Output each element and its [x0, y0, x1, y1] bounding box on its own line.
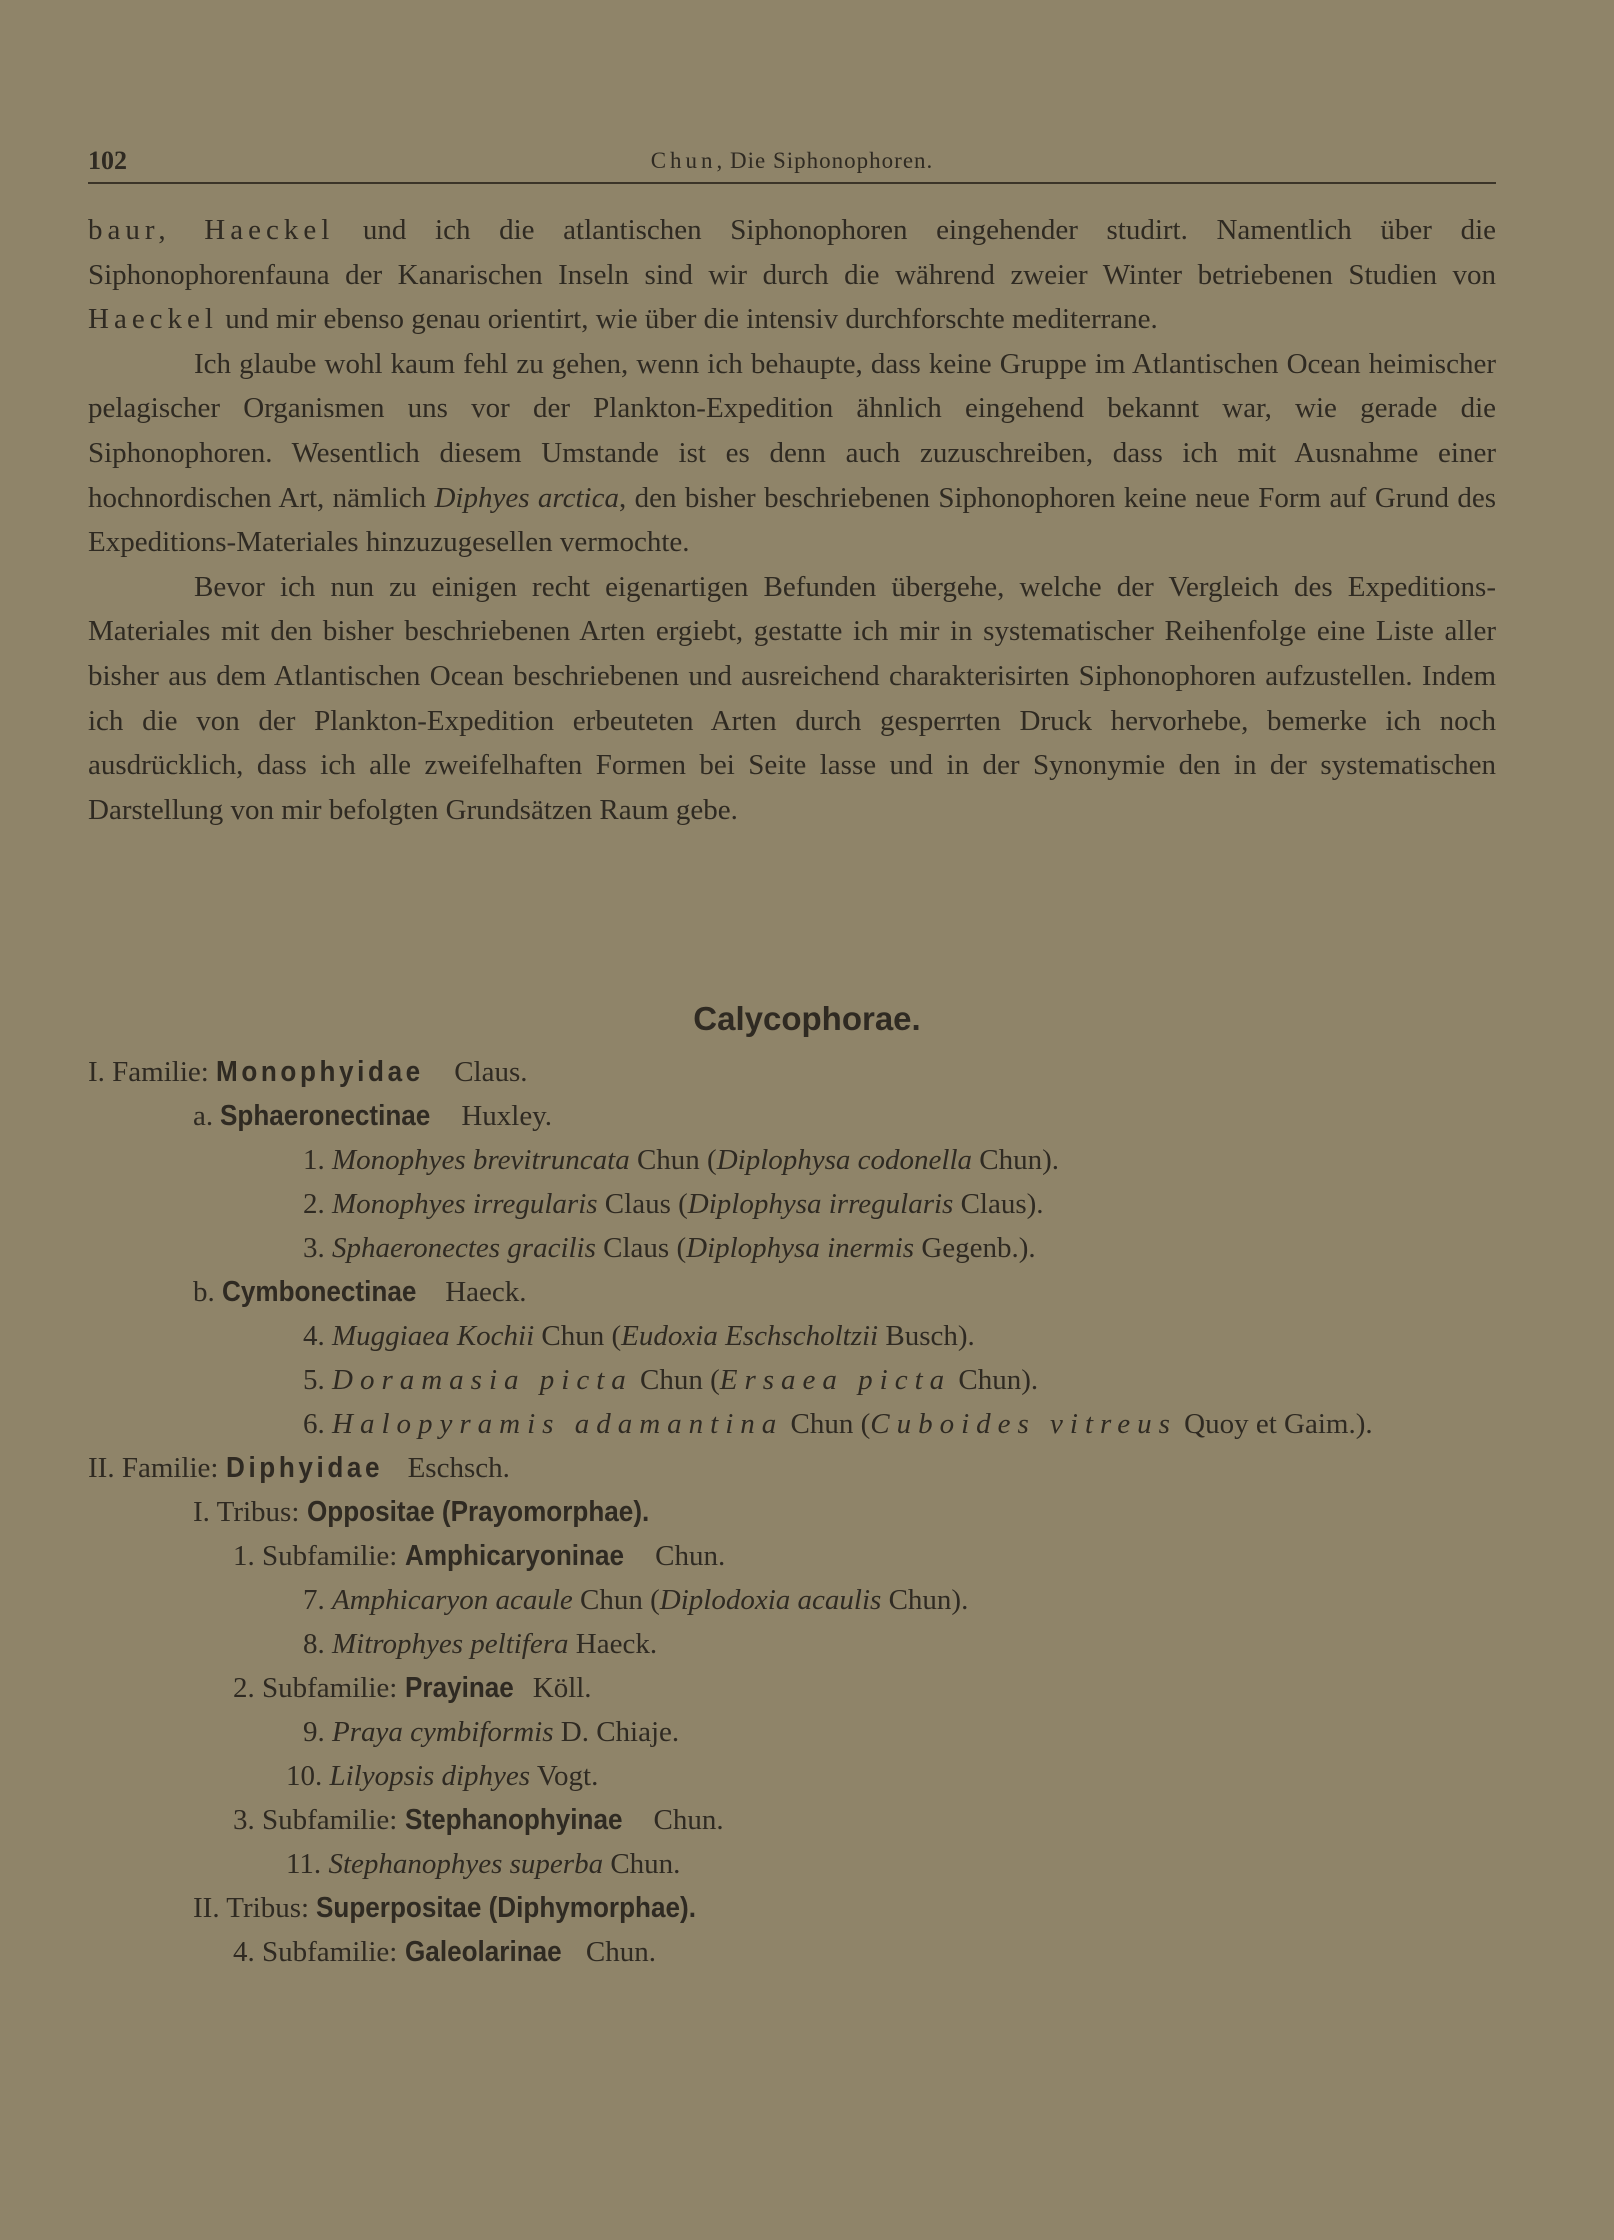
- text-run: 1.: [303, 1144, 332, 1176]
- text-run: Quoy et Gaim.).: [1176, 1408, 1373, 1440]
- text-run: 11.: [286, 1848, 329, 1880]
- page-number: 102: [88, 146, 127, 175]
- text-run: 3.: [303, 1232, 332, 1264]
- text-run: Chun.: [603, 1848, 681, 1880]
- text-run: Claus (: [595, 1232, 687, 1264]
- text-run: Claus.: [446, 1056, 528, 1088]
- paragraph: [88, 342, 1496, 565]
- list-item: [303, 1140, 1059, 1180]
- body-text: [88, 208, 1496, 832]
- text-run: Chun).: [951, 1364, 1039, 1396]
- text-run: Claus (: [597, 1188, 688, 1220]
- text-run: II. Familie:: [88, 1452, 226, 1484]
- list-item: [193, 1272, 527, 1312]
- list-item: [303, 1624, 657, 1664]
- text-run: b.: [193, 1276, 222, 1308]
- species-name: Lilyopsis diphyes: [329, 1760, 531, 1792]
- species-name: Halopyramis adamantina: [332, 1408, 784, 1440]
- taxon-name-bold: Sphaeronectinae: [220, 1100, 431, 1132]
- list-item: [193, 1492, 687, 1532]
- list-item: [303, 1360, 1038, 1400]
- text-run: und ich die atlantischen Siphonophoren eingehender studirt. Namentlich über die Siphonophorenfauna der Kanarischen Inseln sind wir durch die während zweier Winter betriebenen Studien von: [88, 214, 1496, 291]
- running-title: [88, 148, 1496, 174]
- species-name: Diphyes arctica: [434, 481, 619, 514]
- spaced-text: Haeckel: [88, 303, 218, 336]
- text-run: Chun (: [572, 1584, 660, 1616]
- text-run: Chun).: [881, 1584, 969, 1616]
- species-name: Amphicaryon acaule: [332, 1584, 573, 1616]
- text-run: Chun.: [647, 1540, 726, 1572]
- list-item: [303, 1228, 1036, 1268]
- text-run: Huxley.: [454, 1100, 553, 1132]
- list-item: [88, 1052, 528, 1092]
- list-item: [303, 1404, 1373, 1444]
- text-run: 2.: [303, 1188, 332, 1220]
- text-run: 4. Subfamilie:: [233, 1936, 405, 1968]
- text-run: und mir ebenso genau orientirt, wie über die intensiv durchforschte mediterrane.: [218, 303, 1158, 336]
- text-run: 1. Subfamilie:: [233, 1540, 405, 1572]
- text-run: Haeck.: [568, 1628, 658, 1660]
- text-run: Haeck.: [437, 1276, 527, 1308]
- text-run: Busch).: [878, 1320, 975, 1352]
- species-name: Doramasia picta: [332, 1364, 633, 1396]
- text-run: Chun.: [578, 1936, 657, 1968]
- list-item: [233, 1668, 592, 1708]
- species-name: Cuboides vitreus: [870, 1408, 1177, 1440]
- species-name: Diplodoxia acaulis: [659, 1584, 882, 1616]
- text-run: Köll.: [525, 1672, 592, 1704]
- text-run: Chun (: [783, 1408, 871, 1440]
- taxon-name-bold: Prayinae: [404, 1672, 514, 1704]
- text-run: Ich glaube wohl kaum fehl zu gehen, wenn ich behaupte, dass keine Gruppe im Atlantischen Ocean heimischer pelagischer Organismen uns vor der Plankton-Expedition ähnlich eingehend bekannt war, wie gerade die Siphonophoren. Wesentlich diesem Umstande ist es denn auch zuzuschreiben, dass ich mit Ausnahme einer hochnordischen Art, nämlich: [88, 347, 1496, 514]
- species-name: Monophyes irregularis: [332, 1188, 598, 1220]
- paragraph: [88, 565, 1496, 833]
- text-run: 10.: [286, 1760, 330, 1792]
- text-run: 3. Subfamilie:: [233, 1804, 405, 1836]
- list-item: [303, 1712, 679, 1752]
- list-item: [303, 1580, 968, 1620]
- list-item: [88, 1448, 510, 1488]
- species-name: Mitrophyes peltifera: [332, 1628, 569, 1660]
- species-name: Monophyes brevitruncata: [332, 1144, 630, 1176]
- text-run: Gegenb.).: [914, 1232, 1036, 1264]
- text-run: , den bisher beschriebenen Siphonophoren keine neue Form auf Grund des Expeditions-Materiales hinzuzugesellen vermochte.: [88, 481, 1496, 559]
- text-run: Eschsch.: [400, 1452, 510, 1484]
- text-run: Chun.: [646, 1804, 724, 1836]
- list-item: [233, 1536, 725, 1576]
- text-run: 5.: [303, 1364, 332, 1396]
- species-name: Muggiaea Kochii: [332, 1320, 535, 1352]
- species-name: Praya cymbiformis: [332, 1716, 554, 1748]
- text-run: Claus).: [953, 1188, 1044, 1220]
- text-run: 9.: [303, 1716, 332, 1748]
- list-item: [286, 1756, 598, 1796]
- section-title: Calycophorae.: [693, 1000, 921, 1037]
- text-run: a.: [193, 1100, 221, 1132]
- text-run: Vogt.: [530, 1760, 599, 1792]
- list-item: [193, 1888, 738, 1928]
- list-item: [233, 1932, 656, 1972]
- taxon-name-bold: Monophyidae: [216, 1056, 424, 1088]
- text-run: II. Tribus:: [193, 1892, 317, 1924]
- text-run: Bevor ich nun zu einigen recht eigenartigen Befunden übergehe, welche der Vergleich des Expeditions-Materiales mit den bisher beschriebenen Arten ergiebt, gestatte ich mir in systematischer Reihenfolge eine Liste aller bisher aus dem Atlantischen Ocean beschriebenen und ausreichend charakterisirten Siphonophoren aufzustellen. Indem ich die von der Plankton-Expedition erbeuteten Arten durch gesperrten Druck hervorhebe, bemerke ich noch ausdrücklich, dass ich alle zweifelhaften Formen bei Seite lasse und in der Synonymie den in der systematischen Darstellung von mir befolgten Grundsätzen Raum gebe.: [88, 570, 1496, 826]
- page-header: [88, 146, 1496, 184]
- species-name: Stephanophyes superba: [328, 1848, 604, 1880]
- species-name: Diplophysa codonella: [716, 1144, 973, 1176]
- list-item: [233, 1800, 724, 1840]
- running-title-rest: , Die Siphonophoren.: [716, 148, 934, 173]
- text-run: Chun).: [972, 1144, 1060, 1176]
- paragraph: [88, 208, 1496, 342]
- running-title-author: Chun: [650, 148, 717, 173]
- taxon-name-bold: Diphyidae: [225, 1452, 383, 1484]
- list-item: [193, 1096, 552, 1136]
- species-name: Diplophysa inermis: [686, 1232, 915, 1264]
- species-name: Eudoxia Eschscholtzii: [621, 1320, 879, 1352]
- species-name: Ersaea picta: [719, 1364, 952, 1396]
- taxon-name-bold: Galeolarinae: [404, 1936, 562, 1968]
- text-run: 8.: [303, 1628, 332, 1660]
- taxon-name-bold: Amphicaryoninae: [404, 1540, 624, 1572]
- text-run: Chun (: [632, 1364, 720, 1396]
- taxon-name-bold: Cymbonectinae: [222, 1276, 417, 1308]
- text-run: D. Chiaje.: [553, 1716, 680, 1748]
- text-run: 2. Subfamilie:: [233, 1672, 405, 1704]
- text-run: 4.: [303, 1320, 332, 1352]
- spaced-text: baur,: [88, 214, 205, 246]
- list-item: [303, 1184, 1044, 1224]
- species-name: Sphaeronectes gracilis: [332, 1232, 596, 1264]
- text-run: 6.: [303, 1408, 332, 1440]
- text-run: 7.: [303, 1584, 332, 1616]
- list-item: [286, 1844, 680, 1884]
- text-run: Chun (: [629, 1144, 717, 1176]
- taxon-name-bold: Stephanophyinae: [404, 1804, 623, 1836]
- taxon-name-bold: Oppositae (Prayomorphae).: [306, 1496, 649, 1528]
- text-run: Chun (: [534, 1320, 622, 1352]
- list-item: [303, 1316, 975, 1356]
- text-run: I. Tribus:: [193, 1496, 307, 1528]
- species-name: Diplophysa irregularis: [687, 1188, 954, 1220]
- spaced-text: Haeckel: [204, 214, 335, 246]
- taxon-name-bold: Superpositae (Diphymorphae).: [316, 1892, 697, 1924]
- text-run: I. Familie:: [88, 1056, 217, 1088]
